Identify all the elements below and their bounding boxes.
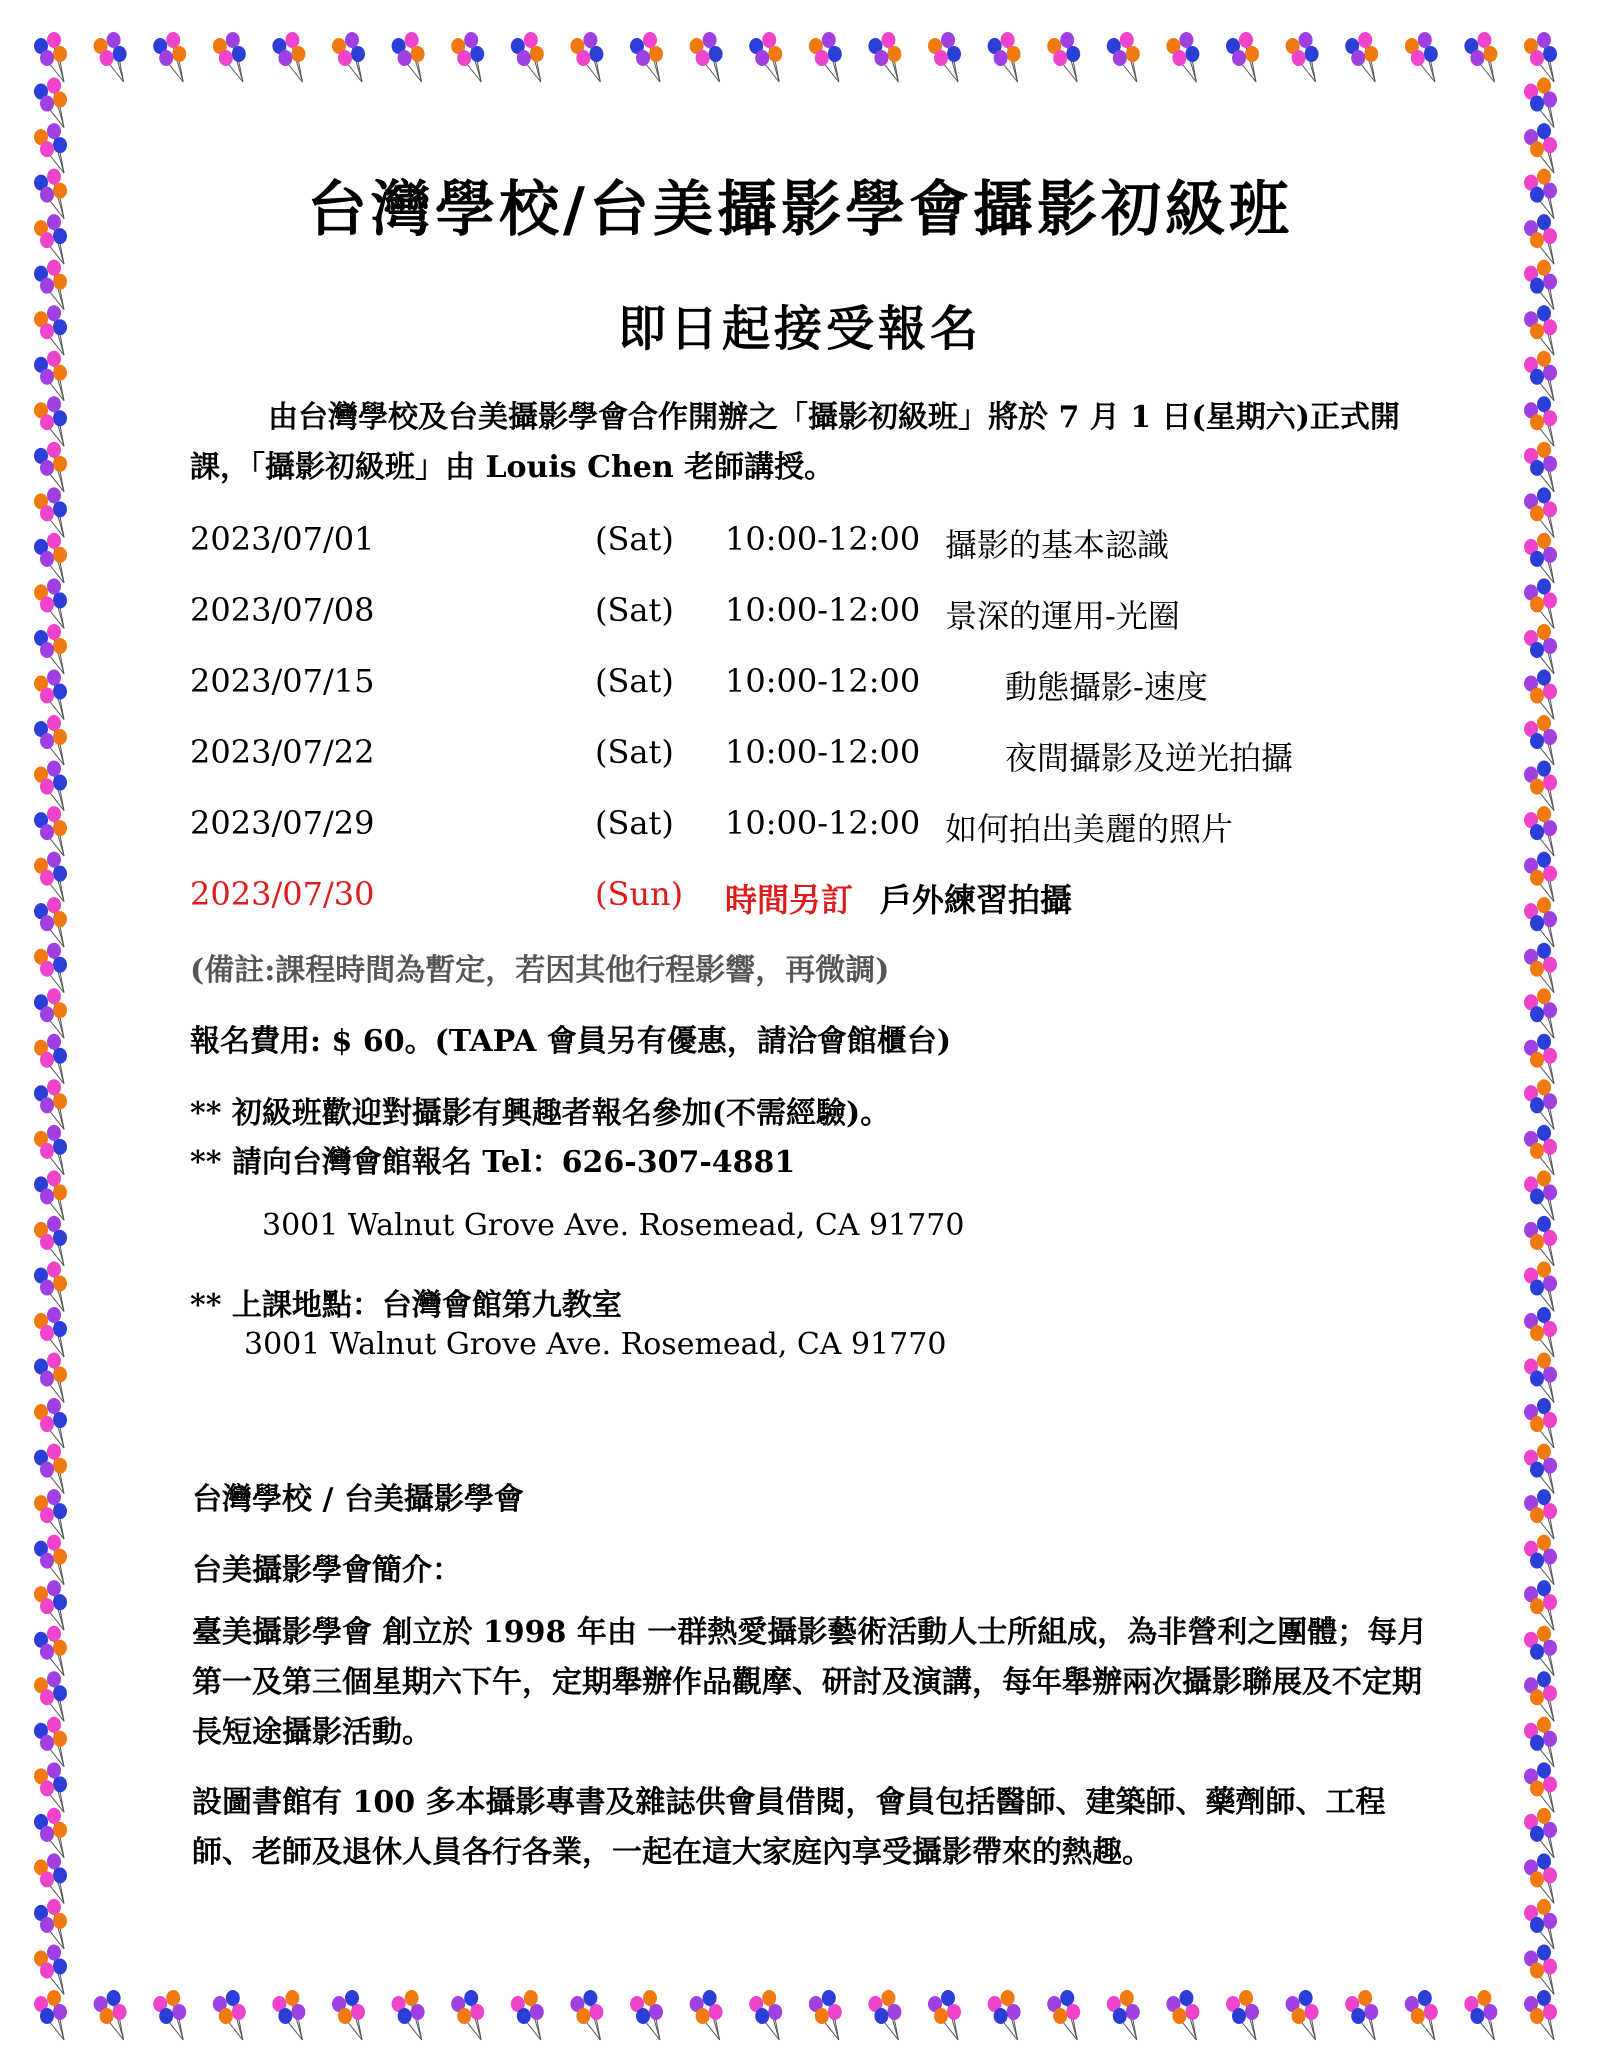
balloon-icon (34, 32, 67, 82)
balloon-icon (1524, 715, 1557, 765)
balloon-icon (1524, 1353, 1557, 1403)
page-title: 台灣學校/台美攝影學會攝影初級班 (307, 175, 1293, 245)
balloon-icon (1524, 533, 1557, 583)
balloon-icon (1524, 1125, 1557, 1175)
balloon-icon (34, 1170, 67, 1220)
balloon-icon (34, 1899, 67, 1949)
balloon-icon (1524, 1216, 1557, 1266)
balloon-icon (1166, 1990, 1199, 2040)
balloon-icon (332, 32, 365, 82)
balloon-icon (34, 897, 67, 947)
balloon-icon (1524, 1717, 1557, 1767)
balloon-icon (690, 1990, 723, 2040)
balloon-icon (392, 1990, 425, 2040)
fee-line: 報名費用: $ 60。(TAPA 會員另有優惠，請洽會館櫃台) (190, 1024, 952, 1059)
schedule-date: 2023/07/01 (190, 520, 375, 558)
balloon-icon (1524, 1079, 1557, 1129)
register-line: ** 請向台灣會館報名 Tel：626-307-4881 (190, 1145, 796, 1180)
balloon-icon (34, 806, 67, 856)
balloon-icon (272, 1990, 305, 2040)
location-line: ** 上課地點：台灣會館第九教室 (190, 1288, 622, 1323)
balloon-icon (1524, 1398, 1557, 1448)
balloon-icon (1107, 1990, 1140, 2040)
balloon-icon (213, 1990, 246, 2040)
schedule-time: 10:00-12:00 (725, 733, 921, 771)
schedule-date: 2023/07/22 (190, 733, 375, 771)
schedule-topic: 戶外練習拍攝 (880, 881, 1073, 919)
schedule-topic: 動態攝影-速度 (1005, 668, 1208, 706)
balloon-icon (1524, 669, 1557, 719)
balloon-icon (34, 1489, 67, 1539)
schedule-day: (Sat) (595, 662, 674, 700)
location-address: 3001 Walnut Grove Ave. Rosemead, CA 91770 (244, 1327, 947, 1362)
balloon-icon (153, 1990, 186, 2040)
balloon-icon (34, 1034, 67, 1084)
balloon-icon (34, 1853, 67, 1903)
schedule-topic: 夜間攝影及逆光拍攝 (1005, 739, 1294, 777)
balloon-icon (34, 1717, 67, 1767)
balloon-icon (1524, 32, 1557, 82)
balloon-icon (34, 1944, 67, 1994)
balloon-icon (928, 1990, 961, 2040)
balloon-icon (451, 1990, 484, 2040)
balloon-icon (1047, 32, 1080, 82)
balloon-icon (272, 32, 305, 82)
balloon-icon (1524, 1580, 1557, 1630)
balloon-icon (1524, 1261, 1557, 1311)
balloon-icon (34, 624, 67, 674)
balloon-icon (34, 1808, 67, 1858)
schedule-date: 2023/07/15 (190, 662, 375, 700)
schedule-topic: 攝影的基本認識 (945, 526, 1170, 564)
balloon-icon (34, 78, 67, 128)
balloon-icon (34, 487, 67, 537)
balloon-icon (34, 669, 67, 719)
about-heading: 台美攝影學會簡介： (192, 1553, 462, 1588)
balloon-icon (1524, 578, 1557, 628)
balloon-icon (392, 32, 425, 82)
balloon-icon (1286, 1990, 1319, 2040)
balloon-icon (34, 442, 67, 492)
balloon-icon (34, 1671, 67, 1721)
balloon-icon (1524, 1307, 1557, 1357)
balloon-icon (1464, 32, 1497, 82)
balloon-icon (332, 1990, 365, 2040)
schedule-day: (Sat) (595, 804, 674, 842)
balloon-icon (1524, 1762, 1557, 1812)
balloon-icon (34, 1216, 67, 1266)
balloon-icon (1226, 1990, 1259, 2040)
schedule-date: 2023/07/08 (190, 591, 375, 629)
schedule-day: (Sat) (595, 520, 674, 558)
balloon-icon (1405, 32, 1438, 82)
schedule-day: (Sun) (595, 875, 684, 913)
schedule-topic: 如何拍出美麗的照片 (945, 810, 1234, 848)
balloon-icon (1524, 1034, 1557, 1084)
balloon-icon (1345, 1990, 1378, 2040)
schedule-time: 10:00-12:00 (725, 804, 921, 842)
balloon-icon (809, 1990, 842, 2040)
balloon-icon (34, 1353, 67, 1403)
schedule-day: (Sat) (595, 591, 674, 629)
balloon-icon (94, 1990, 127, 2040)
schedule-topic: 景深的運用-光圈 (945, 597, 1180, 635)
balloon-icon (213, 32, 246, 82)
balloon-icon (988, 1990, 1021, 2040)
info-line: ** 初級班歡迎對攝影有興趣者報名參加(不需經驗)。 (190, 1096, 891, 1131)
address-line: 3001 Walnut Grove Ave. Rosemead, CA 91770 (262, 1208, 965, 1243)
balloon-icon (34, 578, 67, 628)
balloon-icon (928, 32, 961, 82)
balloon-icon (690, 32, 723, 82)
balloon-icon (1524, 1853, 1557, 1903)
balloon-icon (451, 32, 484, 82)
balloon-icon (1524, 897, 1557, 947)
balloon-icon (34, 1261, 67, 1311)
balloon-icon (1524, 806, 1557, 856)
balloon-icon (1166, 32, 1199, 82)
balloon-icon (1524, 1944, 1557, 1994)
schedule-note: (備註:課程時間為暫定，若因其他行程影響，再微調) (190, 953, 890, 988)
balloon-icon (1524, 1671, 1557, 1721)
balloon-icon (988, 32, 1021, 82)
balloon-icon (1226, 32, 1259, 82)
balloon-icon (868, 1990, 901, 2040)
balloon-icon (1524, 1990, 1557, 2040)
balloon-icon (511, 32, 544, 82)
about-paragraph-2: 設圖書館有 100 多本攝影專書及雜誌供會員借閱，會員包括醫師、建築師、藥劑師、工程師、老師及退休人員各行各業，一起在這大家庭內享受攝影帶來的熱趣。 (192, 1785, 1386, 1870)
balloon-icon (1524, 1489, 1557, 1539)
balloon-icon (34, 1398, 67, 1448)
balloon-icon (1524, 761, 1557, 811)
balloon-icon (1524, 1626, 1557, 1676)
balloon-icon (749, 32, 782, 82)
schedule-time: 10:00-12:00 (725, 662, 921, 700)
balloon-icon (34, 1580, 67, 1630)
balloon-icon (630, 32, 663, 82)
balloon-icon (34, 1307, 67, 1357)
intro-paragraph: 由台灣學校及台美攝影學會合作開辦之「攝影初級班」將於 7 月 1 日(星期六)正式開課，「攝影初級班」由 Louis Chen 老師講授。 (190, 400, 1400, 485)
balloon-icon (1524, 442, 1557, 492)
balloon-icon (34, 1125, 67, 1175)
organizer-line: 台灣學校 / 台美攝影學會 (192, 1482, 524, 1517)
schedule-date: 2023/07/29 (190, 804, 375, 842)
schedule-time: 10:00-12:00 (725, 520, 921, 558)
balloon-icon (1286, 32, 1319, 82)
balloon-icon (1524, 1535, 1557, 1585)
balloon-icon (34, 396, 67, 446)
balloon-icon (94, 32, 127, 82)
balloon-icon (34, 761, 67, 811)
schedule-time: 10:00-12:00 (725, 591, 921, 629)
balloon-icon (1524, 1808, 1557, 1858)
balloon-icon (34, 1990, 67, 2040)
balloon-icon (1524, 487, 1557, 537)
balloon-icon (34, 533, 67, 583)
balloon-icon (1405, 1990, 1438, 2040)
balloon-icon (1524, 988, 1557, 1038)
balloon-icon (868, 32, 901, 82)
balloon-icon (34, 715, 67, 765)
schedule-date: 2023/07/30 (190, 875, 375, 913)
balloon-icon (511, 1990, 544, 2040)
balloon-icon (34, 1762, 67, 1812)
balloon-icon (34, 852, 67, 902)
balloon-icon (1464, 1990, 1497, 2040)
balloon-icon (749, 1990, 782, 2040)
balloon-icon (34, 1535, 67, 1585)
balloon-icon (34, 943, 67, 993)
balloon-icon (1047, 1990, 1080, 2040)
balloon-icon (570, 1990, 603, 2040)
balloon-icon (1524, 852, 1557, 902)
balloon-icon (34, 988, 67, 1038)
balloon-icon (1524, 943, 1557, 993)
balloon-icon (1524, 1899, 1557, 1949)
balloon-icon (34, 1444, 67, 1494)
balloon-icon (1524, 1444, 1557, 1494)
balloon-icon (570, 32, 603, 82)
balloon-icon (34, 1079, 67, 1129)
balloon-icon (153, 32, 186, 82)
page-subtitle: 即日起接受報名 (617, 301, 982, 357)
balloon-icon (1524, 624, 1557, 674)
balloon-icon (630, 1990, 663, 2040)
schedule-time: 時間另訂 (725, 881, 854, 919)
balloon-icon (1524, 78, 1557, 128)
balloon-icon (1107, 32, 1140, 82)
balloon-icon (1345, 32, 1378, 82)
schedule-day: (Sat) (595, 733, 674, 771)
balloon-icon (34, 1626, 67, 1676)
balloon-icon (809, 32, 842, 82)
balloon-icon (1524, 1170, 1557, 1220)
about-paragraph-1: 臺美攝影學會 創立於 1998 年由 一群熱愛攝影藝術活動人士所組成，為非營利之團體；每月第一及第三個星期六下午，定期舉辦作品觀摩、研討及演講，每年舉辦兩次攝影聯展及不定期長短途攝影活動。 (192, 1615, 1428, 1750)
balloon-icon (1524, 396, 1557, 446)
